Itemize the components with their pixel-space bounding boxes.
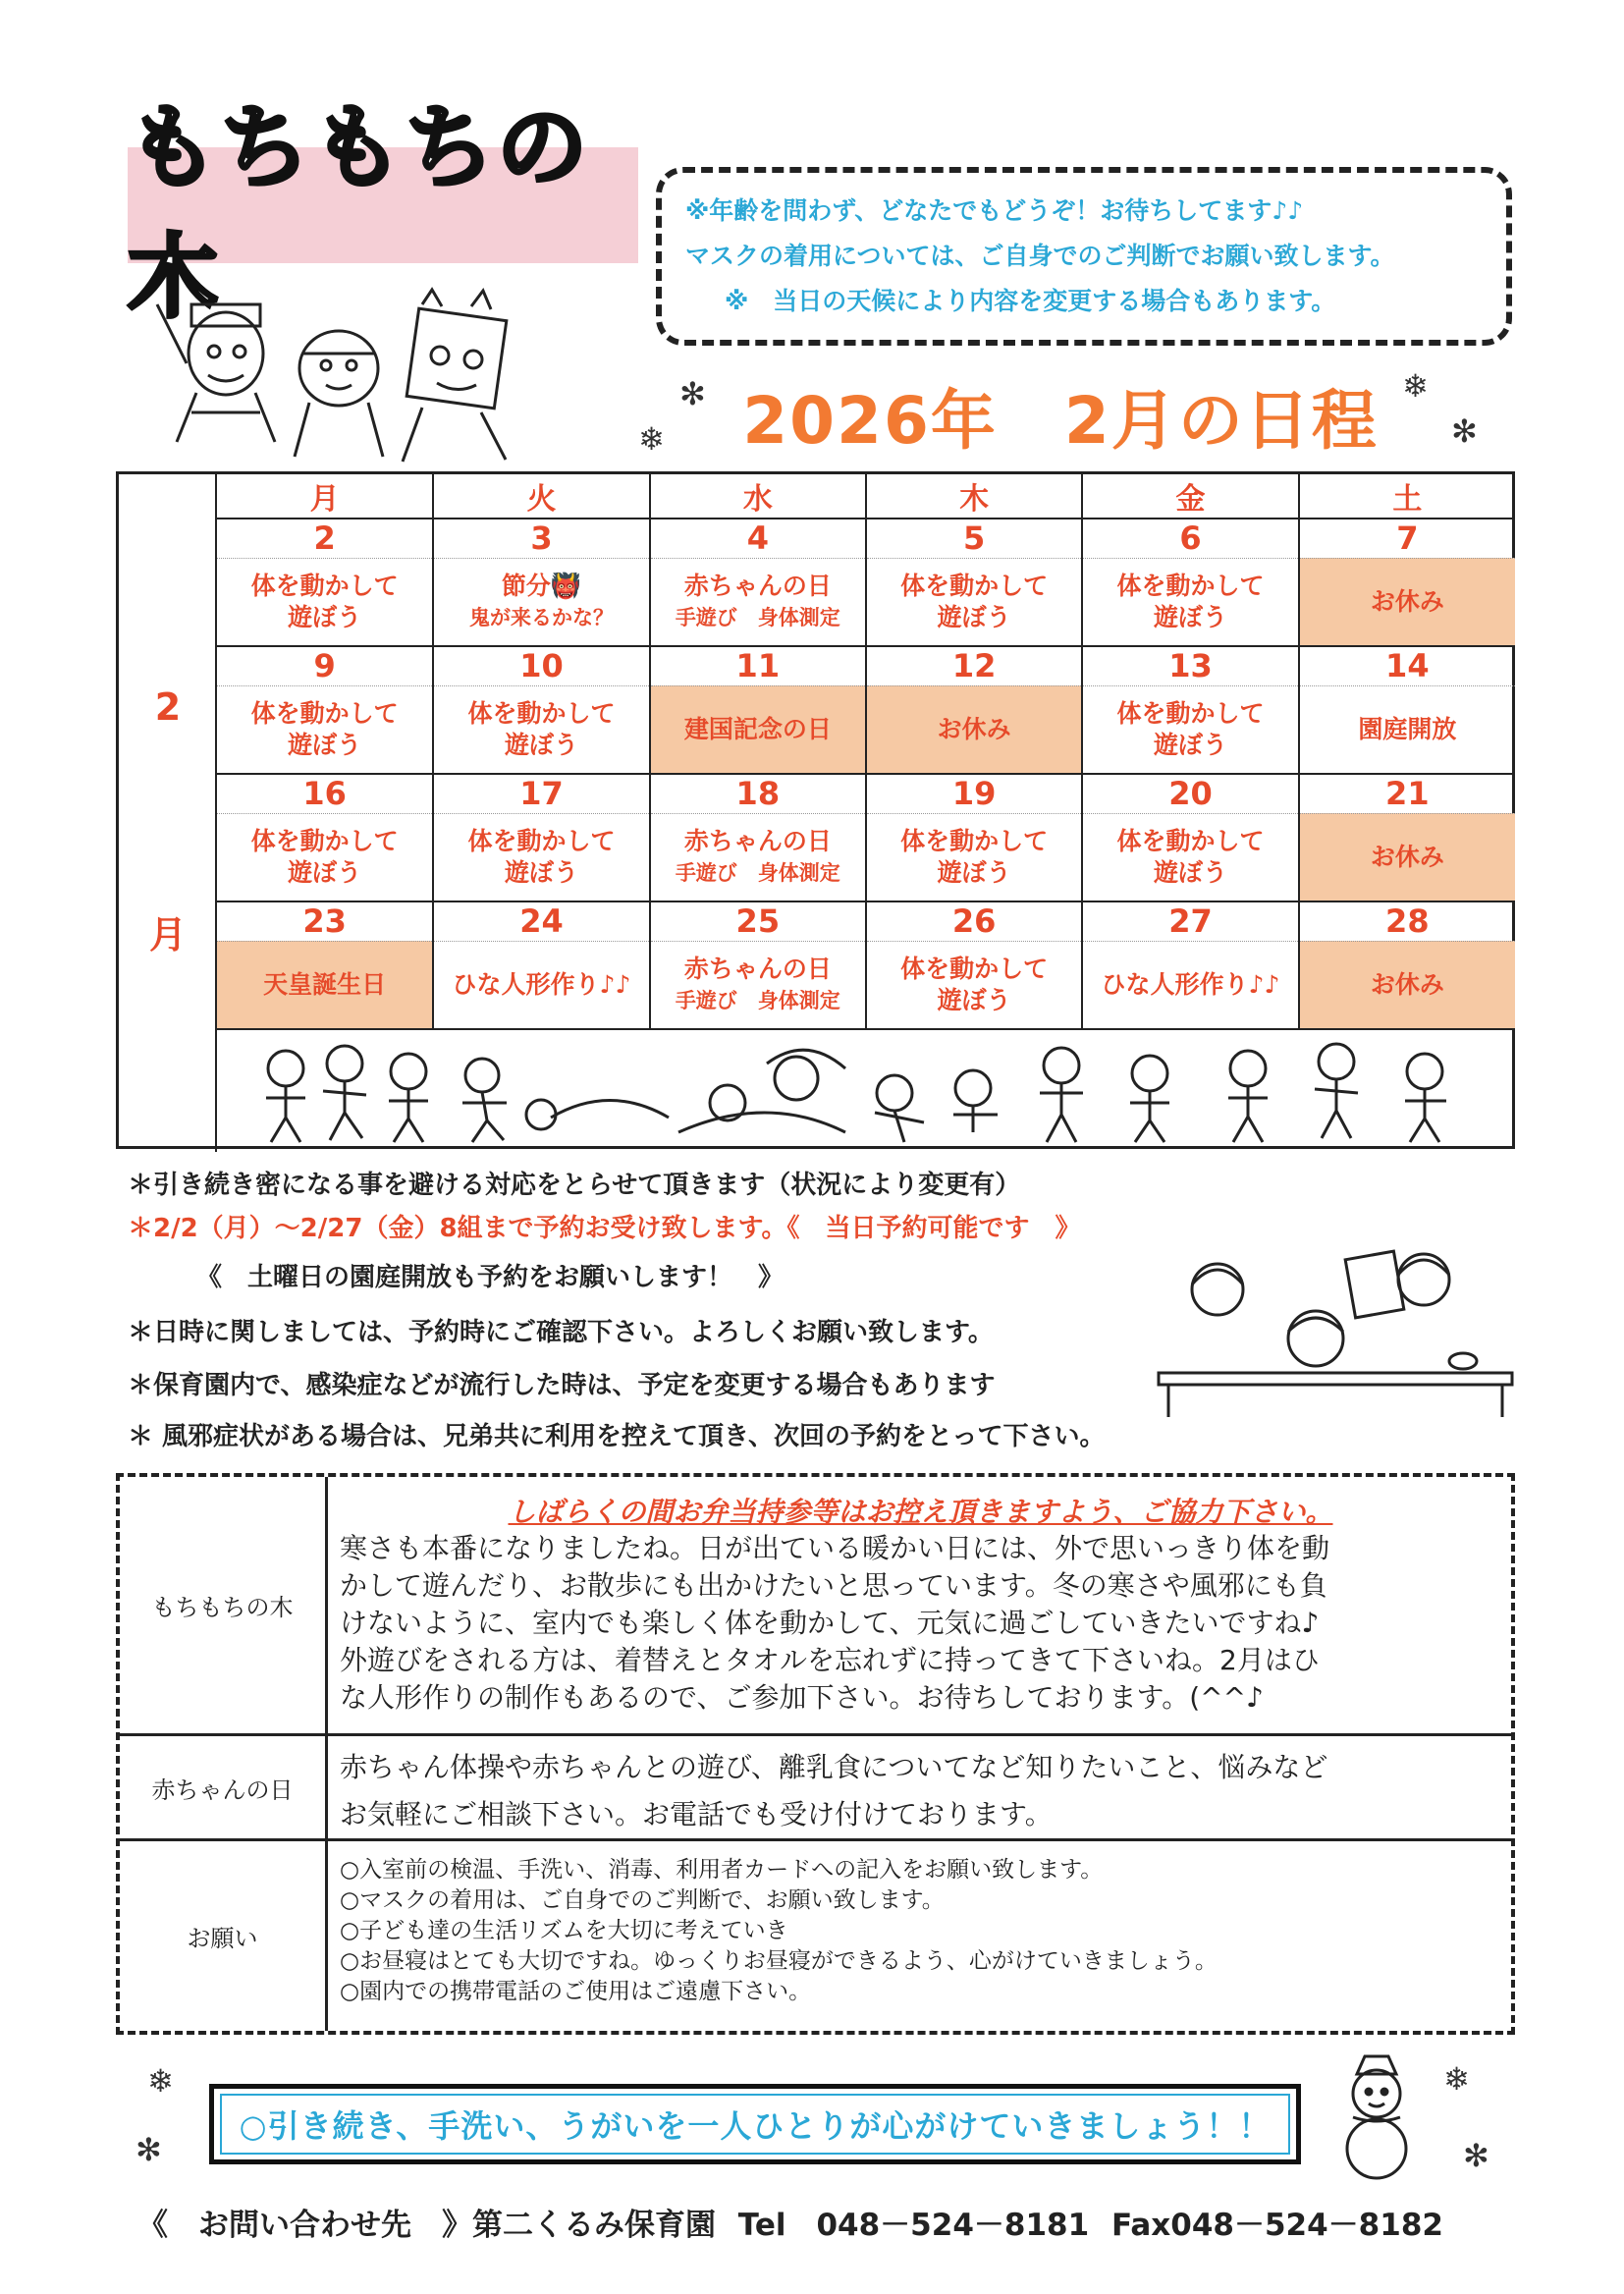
snowman-illustration: [1327, 2052, 1426, 2180]
activity-cell: [217, 941, 433, 1029]
weekday-header: 土: [1299, 474, 1515, 519]
notice-box: [656, 167, 1512, 346]
activity-label: 体を動かして: [467, 698, 616, 728]
activity-cell: [433, 685, 649, 774]
activity-label-line2: 遊ぼう: [937, 857, 1011, 887]
activity-label: ひな人形作り♪♪: [452, 969, 631, 999]
activity-subtext: 手遊び 身体測定: [675, 988, 840, 1012]
info-row-mochimochi: [120, 1477, 1511, 1736]
activity-cell: [1299, 558, 1515, 646]
date-row: [217, 774, 1515, 813]
activity-label-line2: 遊ぼう: [288, 602, 362, 631]
info-text-line: ○園内での携帯電話のご使用はご遠慮下さい。: [340, 1979, 812, 2004]
info-text-line: お気軽にご相談下さい。お電話でも受け付けております。: [340, 1798, 1053, 1830]
children-crafting-illustration: [1149, 1245, 1532, 1420]
info-text-line: ○入室前の検温、手洗い、消毒、利用者カードへの記入をお願い致します。: [340, 1857, 1104, 1883]
weekday-header: 火: [433, 474, 649, 519]
date-number: 20: [1082, 774, 1298, 813]
date-number: 12: [866, 646, 1082, 685]
activity-label-line2: 遊ぼう: [1153, 602, 1227, 631]
activity-cell: [1082, 685, 1298, 774]
info-label: お願い: [120, 1841, 328, 2031]
snowflake-icon: ✻: [1451, 412, 1478, 450]
activity-cell: [433, 941, 649, 1029]
notice-line: ※ 当日の天候により内容を変更する場合もあります。: [725, 287, 1336, 315]
date-number: 21: [1299, 774, 1515, 813]
activity-label: 節分👹: [501, 571, 582, 600]
activity-label-line2: 遊ぼう: [937, 985, 1011, 1014]
calendar-table: [217, 474, 1515, 1030]
snowflake-icon: ✻: [1463, 2137, 1489, 2174]
note-line: ＊ 風邪症状がある場合は、兄弟共に利用を控えて頂き、次回の予約をとって下さい。: [128, 1422, 1106, 1451]
activity-cell: [433, 558, 649, 646]
info-body: [340, 1841, 1501, 2031]
date-number: 16: [217, 774, 433, 813]
date-row: [217, 646, 1515, 685]
info-row-requests: [120, 1841, 1511, 2031]
activity-label-line2: 遊ぼう: [288, 857, 362, 887]
contact-tel: Tel 048－524－8181: [737, 2208, 1090, 2243]
page-title: もちもちの木: [128, 95, 590, 330]
calendar: [116, 471, 1515, 1149]
activity-label: 赤ちゃんの日: [683, 954, 832, 983]
info-text-line: 外遊びをされる方は、着替えとタオルを忘れずに持ってきて下さいね。2月はひ: [340, 1644, 1320, 1676]
date-number: 9: [217, 646, 433, 685]
activity-label: 赤ちゃんの日: [683, 826, 832, 855]
activity-cell: [1299, 685, 1515, 774]
activity-label: 体を動かして: [467, 826, 616, 855]
date-number: 3: [433, 519, 649, 558]
title-banner: [128, 95, 638, 330]
activity-label: 園庭開放: [1358, 714, 1457, 743]
contact-fax: Fax048－524－8182: [1110, 2208, 1443, 2243]
activity-label: ひな人形作り♪♪: [1101, 969, 1280, 999]
activity-cell: [217, 558, 433, 646]
schedule-title: 2026年 2月の日程: [742, 383, 1379, 459]
activity-cell: [866, 685, 1082, 774]
handwash-banner: [209, 2084, 1301, 2164]
info-row-baby-day: [120, 1736, 1511, 1841]
date-number: 24: [433, 901, 649, 941]
activity-label-line2: 遊ぼう: [288, 730, 362, 759]
month-kanji: 月: [148, 913, 187, 956]
activity-cell: [866, 941, 1082, 1029]
date-number: 25: [650, 901, 866, 941]
activity-cell: [1299, 813, 1515, 901]
date-row: [217, 519, 1515, 558]
activity-label: 体を動かして: [900, 954, 1049, 983]
activity-subtext: 手遊び 身体測定: [675, 860, 840, 885]
weekday-header: 水: [650, 474, 866, 519]
activity-cell: [1082, 813, 1298, 901]
date-number: 5: [866, 519, 1082, 558]
date-number: 4: [650, 519, 866, 558]
date-number: 6: [1082, 519, 1298, 558]
activity-cell: [1082, 558, 1298, 646]
snowflake-icon: ✻: [135, 2131, 162, 2168]
info-body: [340, 1736, 1501, 1838]
activity-row: [217, 941, 1515, 1029]
weekday-header: 月: [217, 474, 433, 519]
activity-label: お休み: [1370, 586, 1444, 616]
month-number: 2: [154, 685, 182, 729]
activity-cell: [650, 558, 866, 646]
activity-label-line2: 遊ぼう: [1153, 730, 1227, 759]
info-text-line: けないように、室内でも楽しく体を動かして、元気に過ごしていきたいですね♪: [340, 1607, 1320, 1639]
activity-cell: [866, 813, 1082, 901]
activity-label-line2: 遊ぼう: [937, 602, 1011, 631]
note-line: 《 土曜日の園庭開放も予約をお願いします！ 》: [196, 1263, 785, 1292]
handwash-inner: [220, 2094, 1290, 2155]
activity-row: [217, 558, 1515, 646]
date-number: 23: [217, 901, 433, 941]
activity-label-line2: 遊ぼう: [504, 857, 578, 887]
activity-label: 体を動かして: [250, 826, 399, 855]
date-number: 19: [866, 774, 1082, 813]
activity-cell: [433, 813, 649, 901]
snowflake-icon: ✻: [679, 375, 706, 412]
activity-label: 赤ちゃんの日: [683, 571, 832, 600]
activity-cell: [650, 813, 866, 901]
activity-label: 体を動かして: [900, 826, 1049, 855]
activity-cell: [866, 558, 1082, 646]
activity-label: お休み: [1370, 969, 1444, 999]
info-text-line: な人形作りの制作もあるので、ご参加下さい。お待ちしております。(^^♪: [340, 1681, 1264, 1714]
activity-label: 天皇誕生日: [263, 969, 387, 999]
activity-row: [217, 685, 1515, 774]
contact-label: 《 お問い合わせ先 》第二くるみ保育園: [137, 2208, 716, 2243]
date-number: 28: [1299, 901, 1515, 941]
info-label: 赤ちゃんの日: [120, 1736, 328, 1838]
date-number: 10: [433, 646, 649, 685]
date-number: 2: [217, 519, 433, 558]
info-table: [116, 1473, 1515, 2035]
note-line: ＊引き続き密になる事を避ける対応をとらせて頂きます（状況により変更有）: [128, 1171, 1021, 1200]
handwash-text: ○引き続き、手洗い、うがいを一人ひとりが心がけていきましょう！！: [239, 2107, 1272, 2145]
activity-label: 体を動かして: [1116, 698, 1265, 728]
info-headline: しばらくの間お弁当持参等はお控え頂きますよう、ご協力下さい。: [508, 1496, 1333, 1528]
info-text-line: かして遊んだり、お散歩にも出かけたいと思っています。冬の寒さや風邪にも負: [340, 1569, 1327, 1602]
snowflake-icon: ❄: [147, 2062, 174, 2100]
info-text-line: 寒さも本番になりましたね。日が出ている暖かい日には、外で思いっきり体を動: [340, 1532, 1330, 1564]
activity-label: お休み: [1370, 842, 1444, 871]
info-label: もちもちの木: [120, 1477, 328, 1733]
activity-cell: [217, 685, 433, 774]
date-number: 13: [1082, 646, 1298, 685]
date-number: 18: [650, 774, 866, 813]
info-body: [340, 1477, 1501, 1733]
date-number: 7: [1299, 519, 1515, 558]
activity-cell: [1299, 941, 1515, 1029]
note-line: ＊保育園内で、感染症などが流行した時は、予定を変更する場合もあります: [128, 1371, 996, 1400]
note-line: ＊日時に関しましては、予約時にご確認下さい。よろしくお願い致します。: [128, 1318, 994, 1347]
activity-row: [217, 813, 1515, 901]
snowflake-icon: ❄: [638, 420, 665, 458]
oni-children-illustration: [137, 285, 550, 471]
activity-cell: [650, 685, 866, 774]
activity-label: お休み: [937, 714, 1011, 743]
activity-label: 体を動かして: [900, 571, 1049, 600]
running-kids-illustration: [217, 1024, 1515, 1149]
activity-subtext: 手遊び 身体測定: [675, 605, 840, 629]
notice-line: マスクの着用については、ご自身でのご判断でお願い致します。: [685, 242, 1395, 270]
activity-cell: [217, 813, 433, 901]
activity-label-line2: 遊ぼう: [504, 730, 578, 759]
activity-cell: [650, 941, 866, 1029]
date-number: 11: [650, 646, 866, 685]
info-text-line: ○お昼寝はとても大切ですね。ゆっくりお昼寝ができるよう、心がけていきましょう。: [340, 1948, 1218, 1974]
activity-label: 体を動かして: [1116, 826, 1265, 855]
contact-line: [137, 2200, 1522, 2244]
activity-label: 建国記念の日: [683, 714, 832, 743]
month-column: [119, 474, 217, 1152]
activity-label-line2: 遊ぼう: [1153, 857, 1227, 887]
date-number: 17: [433, 774, 649, 813]
note-line-reservation: ＊2/2（月）～2/27（金）8組まで予約お受け致します。《 当日予約可能です 》: [128, 1214, 1081, 1243]
weekday-header: 金: [1082, 474, 1298, 519]
snowflake-icon: ❄: [1402, 367, 1429, 405]
notice-line: ※年齢を問わず、どなたでもどうぞ！お待ちしてます♪♪: [685, 196, 1304, 225]
weekday-header-row: [217, 474, 1515, 519]
info-text-line: ○マスクの着用は、ご自身でのご判断で、お願い致します。: [340, 1887, 945, 1913]
snowflake-icon: ❄: [1443, 2060, 1470, 2098]
activity-cell: [1082, 941, 1298, 1029]
date-number: 27: [1082, 901, 1298, 941]
activity-label: 体を動かして: [250, 571, 399, 600]
date-number: 14: [1299, 646, 1515, 685]
activity-subtext: 鬼が来るかな？: [468, 605, 614, 629]
activity-label: 体を動かして: [250, 698, 399, 728]
date-number: 26: [866, 901, 1082, 941]
date-row: [217, 901, 1515, 941]
activity-label: 体を動かして: [1116, 571, 1265, 600]
info-text-line: 赤ちゃん体操や赤ちゃんとの遊び、離乳食についてなど知りたいこと、悩みなど: [340, 1751, 1328, 1783]
weekday-header: 木: [866, 474, 1082, 519]
info-text-line: ○子ども達の生活リズムを大切に考えていき: [340, 1918, 811, 1943]
